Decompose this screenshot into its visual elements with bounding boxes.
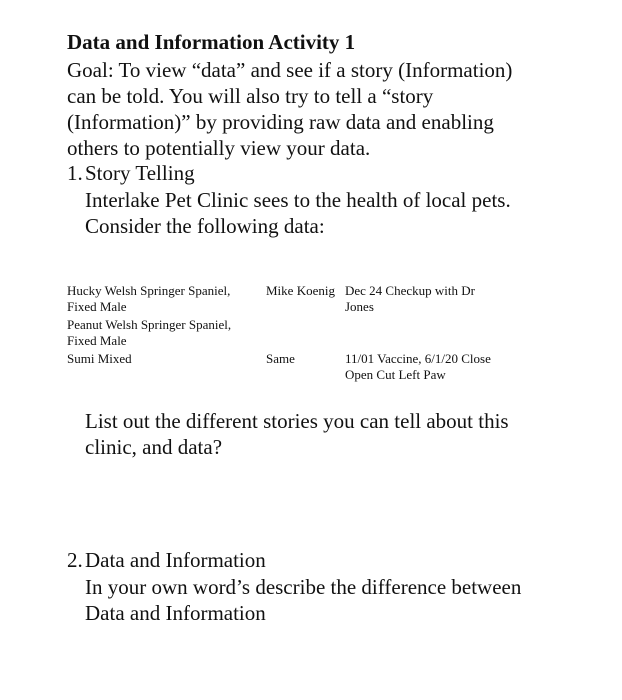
goal-line: others to potentially view your data. [67,136,371,160]
section-1-body-line: Interlake Pet Clinic sees to the health of local pets. [85,188,511,212]
section-1-number: 1. [67,161,83,185]
section-2-number: 2. [67,548,83,572]
pet-line: Peanut Welsh Springer Spaniel, [67,317,232,332]
section-2-title: Data and Information [85,548,266,572]
notes-cell [345,351,515,383]
pet-cell [67,351,263,367]
clinic-data-table [67,283,537,385]
pet-line: Fixed Male [67,299,127,314]
pet-line: Sumi Mixed [67,351,132,366]
question-line: clinic, and data? [85,435,223,459]
owner-cell: Mike Koenig [266,283,335,298]
question-line: List out the different stories you can tell about this [85,409,509,433]
notes-line: 11/01 Vaccine, 6/1/20 Close [345,351,491,366]
document-title: Data and Information Activity 1 [67,30,356,54]
notes-line: Open Cut Left Paw [345,367,446,382]
section-1-body-line: Consider the following data: [85,214,325,238]
pet-cell [67,317,263,349]
notes-line: Dec 24 Checkup with Dr [345,283,475,298]
table-row [67,283,537,317]
section-1-title: Story Telling [85,161,195,185]
section-1-body [85,187,511,239]
notes-cell [345,283,515,315]
table-row [67,351,537,385]
owner-cell: Same [266,351,295,366]
section-2-body-line: Data and Information [85,601,266,625]
pet-cell [67,283,263,315]
stories-question [85,408,509,460]
goal-paragraph [67,57,557,161]
pet-line: Fixed Male [67,333,127,348]
section-2-heading [67,548,266,573]
section-2-body-line: In your own word’s describe the difference between [85,575,522,599]
goal-line: Goal: To view “data” and see if a story (Information) [67,58,513,82]
table-row [67,317,537,351]
pet-line: Hucky Welsh Springer Spaniel, [67,283,231,298]
notes-line: Jones [345,299,374,314]
goal-line: (Information)” by providing raw data and enabling [67,110,494,134]
section-1-heading [67,161,195,186]
goal-line: can be told. You will also try to tell a “story [67,84,434,108]
section-2-body [85,574,521,626]
